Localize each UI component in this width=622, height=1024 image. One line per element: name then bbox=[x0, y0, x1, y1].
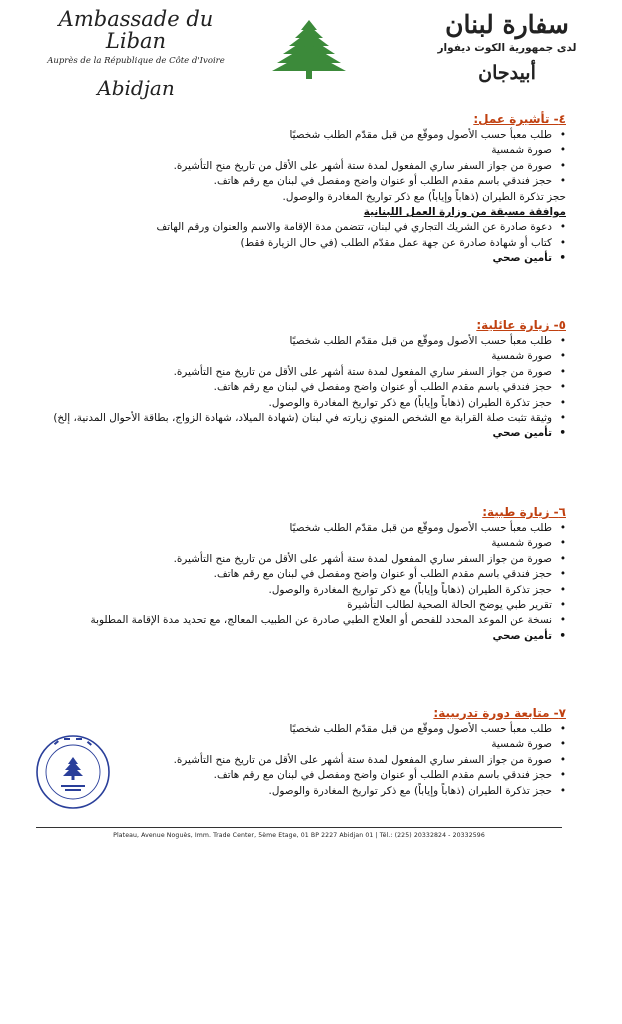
list-item: • صورة شمسية bbox=[38, 143, 566, 158]
list-item: • صورة شمسية bbox=[38, 737, 566, 752]
embassy-name-fr: Ambassade du Liban bbox=[58, 7, 214, 53]
list-item: • تأمين صحي bbox=[38, 426, 566, 441]
section-title: ٥- زيارة عائلية: bbox=[476, 318, 566, 332]
embassy-country-fr: Auprès de la République de Côte d'Ivoire bbox=[47, 56, 225, 66]
embassy-header-arabic bbox=[422, 10, 592, 86]
list-item: • حجز تذكرة الطيران (ذهاباً وإياباً) مع ذكر تواريخ المغادرة والوصول. bbox=[38, 583, 566, 598]
list-item: • تقرير طبي يوضح الحالة الصحية لطالب التأشيرة bbox=[38, 598, 566, 613]
list-item: • دعوة صادرة عن الشريك التجاري في لبنان، تتضمن مدة الإقامة والاسم والعنوان ورقم الهاتف bbox=[38, 220, 566, 235]
list-item: • صورة شمسية bbox=[38, 536, 566, 551]
list-item: • حجز فندقي باسم مقدم الطلب أو عنوان واضح ومفصل في لبنان مع رقم هاتف. bbox=[38, 567, 566, 582]
list-item: • صورة من جواز السفر ساري المفعول لمدة ستة أشهر على الأقل من تاريخ منح التأشيرة. bbox=[38, 552, 566, 567]
list-item: • صورة من جواز السفر ساري المفعول لمدة ستة أشهر على الأقل من تاريخ منح التأشيرة. bbox=[38, 159, 566, 174]
list-item: • صورة من جواز السفر ساري المفعول لمدة ستة أشهر على الأقل من تاريخ منح التأشيرة. bbox=[38, 365, 566, 380]
list-item: • صورة من جواز السفر ساري المفعول لمدة ستة أشهر على الأقل من تاريخ منح التأشيرة. bbox=[38, 753, 566, 768]
section-title: ٦- زيارة طبية: bbox=[482, 505, 566, 519]
list-item: • تأمين صحي bbox=[38, 251, 566, 266]
list-item: • نسخة عن الموعد المحدد للفحص أو العلاج الطبي صادرة عن الطبيب المعالج، مع تحديد مدة الإقامة المطلوبة bbox=[38, 613, 566, 628]
list-item: • وثيقة تثبت صلة القرابة مع الشخص المنوي زيارته في لبنان (شهادة الميلاد، شهادة الزواج، بطاقة الأحوال المدنية، إلخ) bbox=[38, 411, 566, 426]
embassy-header-french bbox=[36, 8, 236, 100]
section-subheading: موافقة مسبقة من وزارة العمل اللبنانية bbox=[363, 206, 566, 219]
list-item: • كتاب أو شهادة صادرة عن جهة عمل مقدّم الطلب (في حال الزيارة فقط) bbox=[38, 236, 566, 251]
requirements-list bbox=[38, 128, 566, 267]
cedar-tree-icon bbox=[268, 18, 350, 80]
section-training-course bbox=[38, 706, 566, 799]
list-item: • حجز تذكرة الطيران (ذهاباً وإياباً) مع ذكر تواريخ المغادرة والوصول. bbox=[38, 784, 566, 799]
list-item: • تأمين صحي bbox=[38, 629, 566, 644]
footer-address: Plateau, Avenue Noguès, Imm. Trade Center, 5ème Etage, 01 BP 2227 Abidjan 01 | Tél.: (225) 20332824 - 20332596 bbox=[113, 832, 485, 839]
embassy-city-ar: أبيدجان bbox=[478, 62, 536, 84]
section-work-visa bbox=[38, 112, 566, 267]
list-item: • حجز فندقي باسم مقدم الطلب أو عنوان واضح ومفصل في لبنان مع رقم هاتف. bbox=[38, 174, 566, 189]
list-item: • حجز تذكرة الطيران (ذهاباً وإياباً) مع ذكر تواريخ المغادرة والوصول. bbox=[38, 396, 566, 411]
list-item: حجز تذكرة الطيران (ذهاباً وإياباً) مع ذكر تواريخ المغادرة والوصول. bbox=[282, 190, 566, 203]
section-title: ٧- متابعة دورة تدريبية: bbox=[433, 706, 566, 720]
list-item: • طلب معبأ حسب الأصول وموقّع من قبل مقدّم الطلب شخصيًا bbox=[38, 722, 566, 737]
list-item: • طلب معبأ حسب الأصول وموقّع من قبل مقدّم الطلب شخصيًا bbox=[38, 521, 566, 536]
list-item: • طلب معبأ حسب الأصول وموقّع من قبل مقدّم الطلب شخصيًا bbox=[38, 128, 566, 143]
requirements-list bbox=[38, 334, 566, 442]
list-item: • حجز فندقي باسم مقدم الطلب أو عنوان واضح ومفصل في لبنان مع رقم هاتف. bbox=[38, 380, 566, 395]
requirements-list bbox=[38, 521, 566, 644]
section-family-visit bbox=[38, 318, 566, 442]
embassy-stamp bbox=[34, 733, 112, 811]
embassy-city-fr: Abidjan bbox=[97, 76, 175, 100]
list-item: • صورة شمسية bbox=[38, 349, 566, 364]
list-item: • طلب معبأ حسب الأصول وموقّع من قبل مقدّم الطلب شخصيًا bbox=[38, 334, 566, 349]
section-medical-visit bbox=[38, 505, 566, 644]
section-title: ٤- تأشيرة عمل: bbox=[473, 112, 566, 126]
embassy-name-ar: سفارة لبنان bbox=[445, 10, 569, 39]
list-item: • حجز فندقي باسم مقدم الطلب أو عنوان واضح ومفصل في لبنان مع رقم هاتف. bbox=[38, 768, 566, 783]
embassy-country-ar: لدى جمهورية الكوت ديفوار bbox=[437, 42, 577, 54]
footer-divider bbox=[36, 827, 562, 828]
requirements-list bbox=[38, 722, 566, 799]
